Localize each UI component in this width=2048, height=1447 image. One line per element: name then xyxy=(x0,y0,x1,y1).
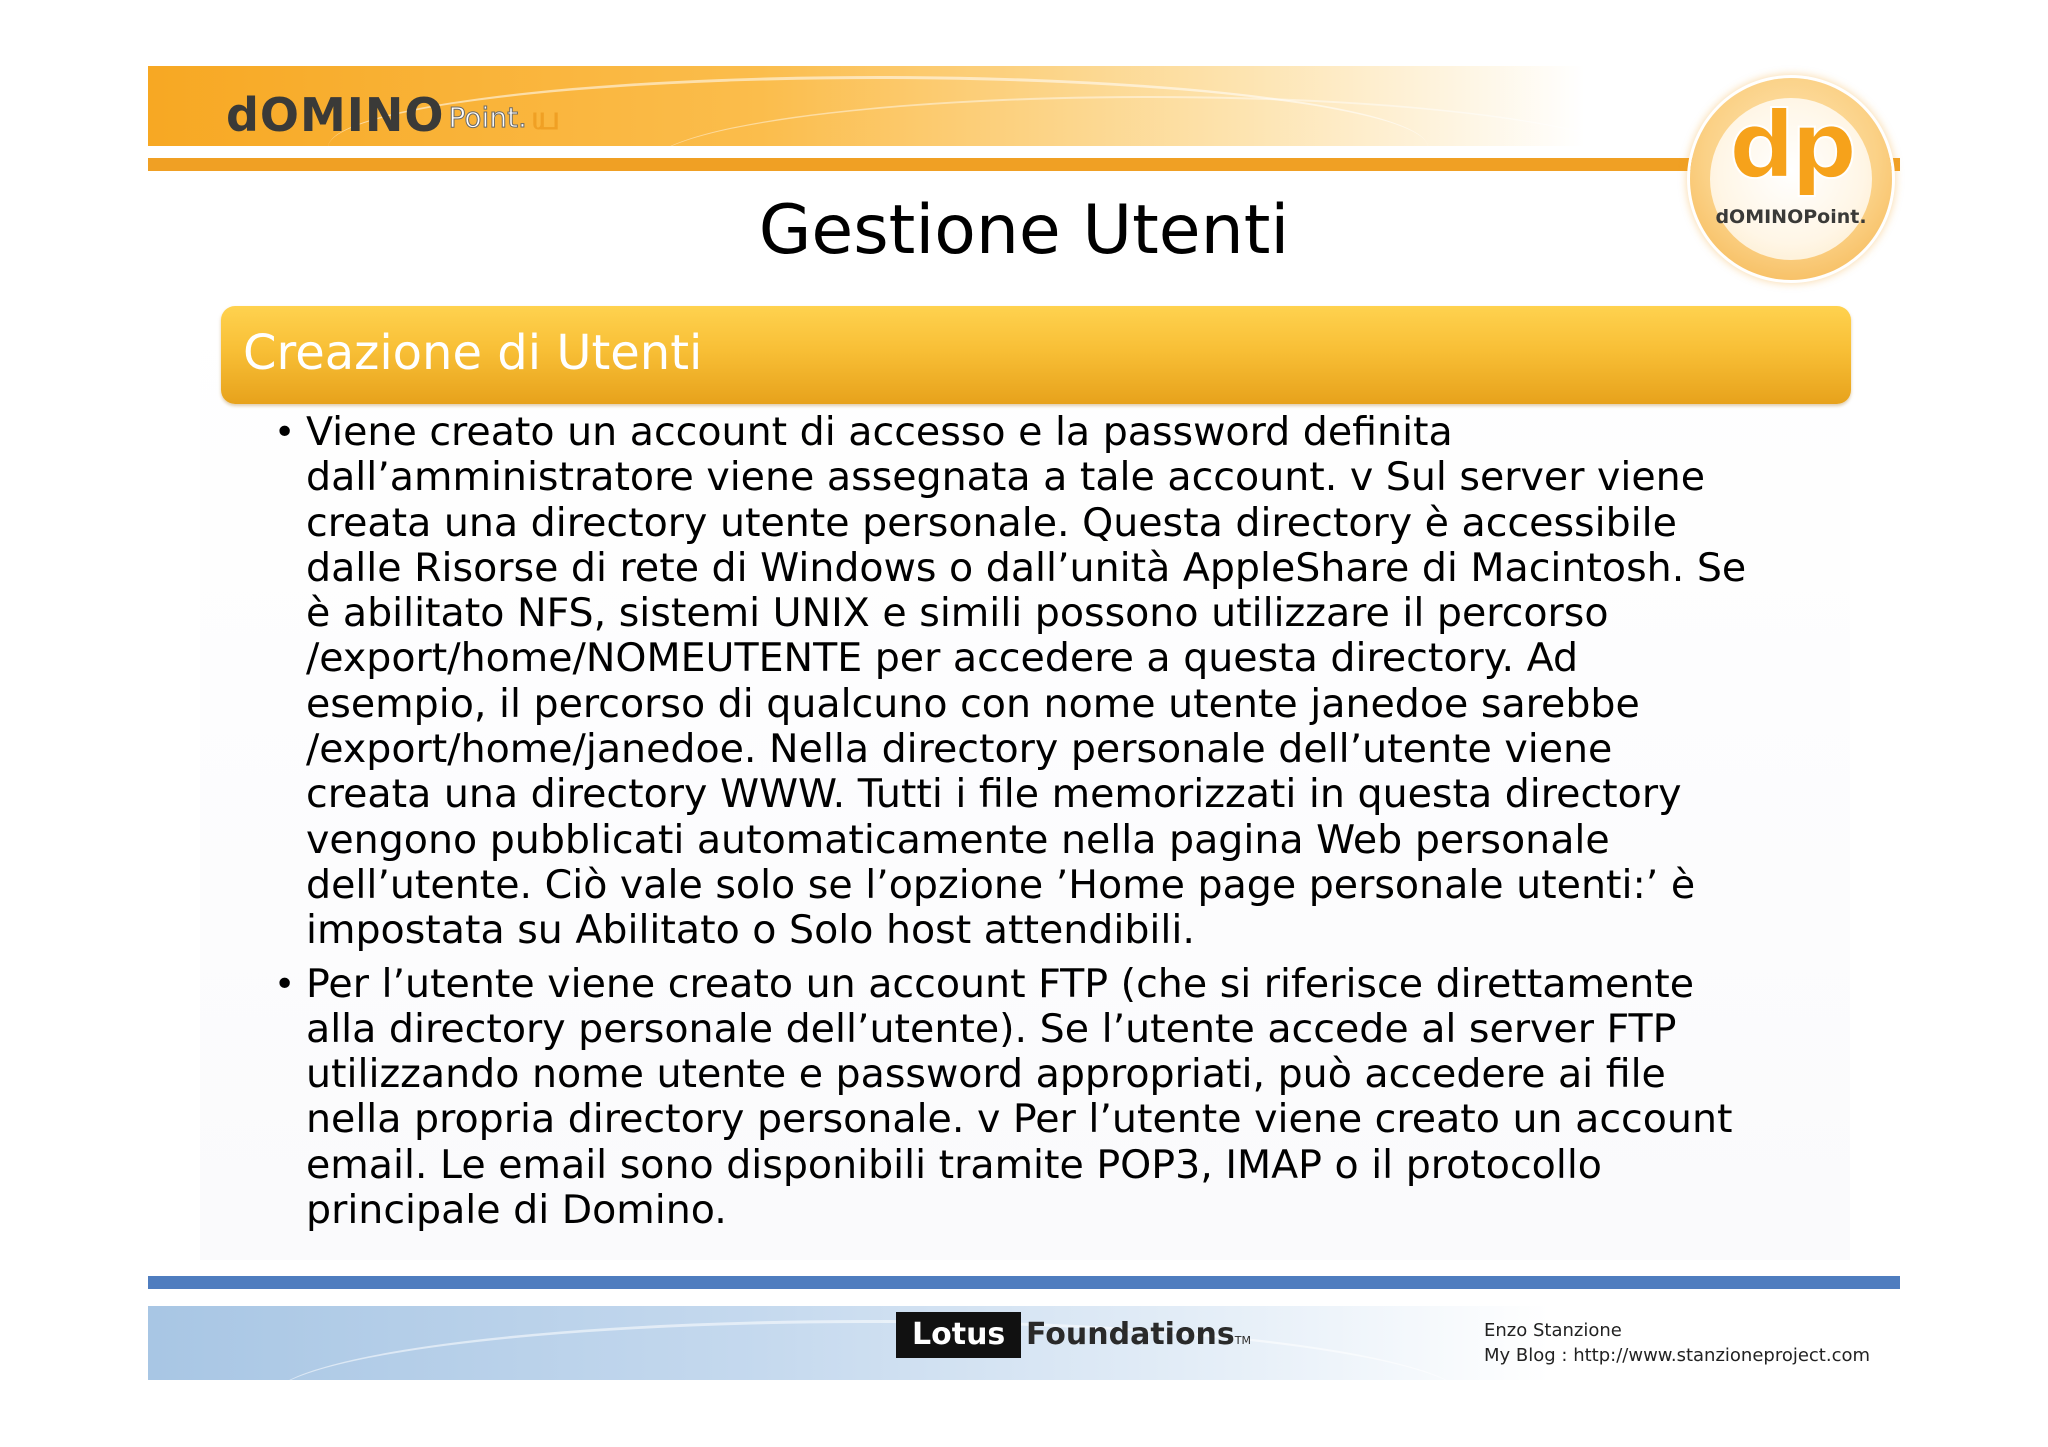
bullet-line: dall’amministratore viene assegnata a tale account. v Sul server viene xyxy=(306,454,1706,501)
section-header-bar xyxy=(221,306,1851,404)
top-accent-stripe xyxy=(148,158,1900,171)
bullet-dot-icon: • xyxy=(274,412,296,453)
logo-subword: Point. xyxy=(448,101,527,134)
bullet-line: Per l’utente viene creato un account FTP (che si riferisce direttamente xyxy=(306,960,1695,1007)
bullet-line: /export/home/NOMEUTENTE per accedere a questa directory. Ad xyxy=(306,635,1579,682)
section-title: Creazione di Utenti xyxy=(243,325,703,381)
bullet-line: alla directory personale dell’utente). Se l’utente accede al server FTP xyxy=(306,1005,1677,1052)
trademark-mark: TM xyxy=(1234,1334,1251,1347)
bullet-line: dell’utente. Ciò vale solo se l’opzione ’Home page personale utenti:’ è xyxy=(306,861,1696,908)
logo-wordmark: dOMINO xyxy=(226,88,445,142)
author-info xyxy=(1484,1318,1870,1368)
logo-mark: ய xyxy=(530,98,562,138)
bullet-list xyxy=(270,410,1840,1241)
author-name: Enzo Stanzione xyxy=(1484,1320,1622,1341)
slide-title: Gestione Utenti xyxy=(758,191,1290,270)
bullet-dot-icon: • xyxy=(274,963,296,1005)
blog-link[interactable]: My Blog : http://www.stanzioneproject.com xyxy=(1484,1345,1871,1366)
bullet-line: vengono pubblicati automaticamente nella pagina Web personale xyxy=(306,816,1610,863)
badge-letters: dp xyxy=(1729,92,1853,199)
bullet-item xyxy=(270,962,1840,1234)
bullet-line: creata una directory WWW. Tutti i file memorizzati in questa directory xyxy=(306,771,1682,818)
foundations-label xyxy=(1026,1312,1251,1358)
bullet-line: principale di Domino. xyxy=(306,1187,727,1234)
bullet-line: impostata su Abilitato o Solo host attendibili. xyxy=(306,907,1195,954)
bullet-line: nella propria directory personale. v Per l’utente viene creato un account xyxy=(306,1096,1733,1143)
dominopoint-logo xyxy=(226,88,562,142)
bullet-line: email. Le email sono disponibili tramite POP3, IMAP o il protocollo xyxy=(306,1141,1602,1188)
foundations-text: Foundations xyxy=(1026,1317,1235,1352)
bullet-item xyxy=(270,410,1840,954)
bullet-line: utilizzando nome utente e password appropriati, può accedere ai file xyxy=(306,1051,1666,1098)
badge-wordmark: dOMINOPoint. xyxy=(1715,206,1867,228)
bullet-line: dalle Risorse di rete di Windows o dall’unità AppleShare di Macintosh. Se xyxy=(306,544,1747,591)
lotus-logo-box: Lotus xyxy=(896,1312,1021,1358)
bullet-line: è abilitato NFS, sistemi UNIX e simili possono utilizzare il percorso xyxy=(306,590,1609,637)
bullet-line: esempio, il percorso di qualcuno con nome utente janedoe sarebbe xyxy=(306,680,1640,727)
bottom-accent-stripe xyxy=(148,1276,1900,1289)
banner-swoosh xyxy=(268,1320,1468,1380)
bullet-line: /export/home/janedoe. Nella directory personale dell’utente viene xyxy=(306,726,1613,773)
bullet-line: Viene creato un account di accesso e la password definita xyxy=(306,409,1453,455)
bullet-line: creata una directory utente personale. Questa directory è accessibile xyxy=(306,499,1677,546)
